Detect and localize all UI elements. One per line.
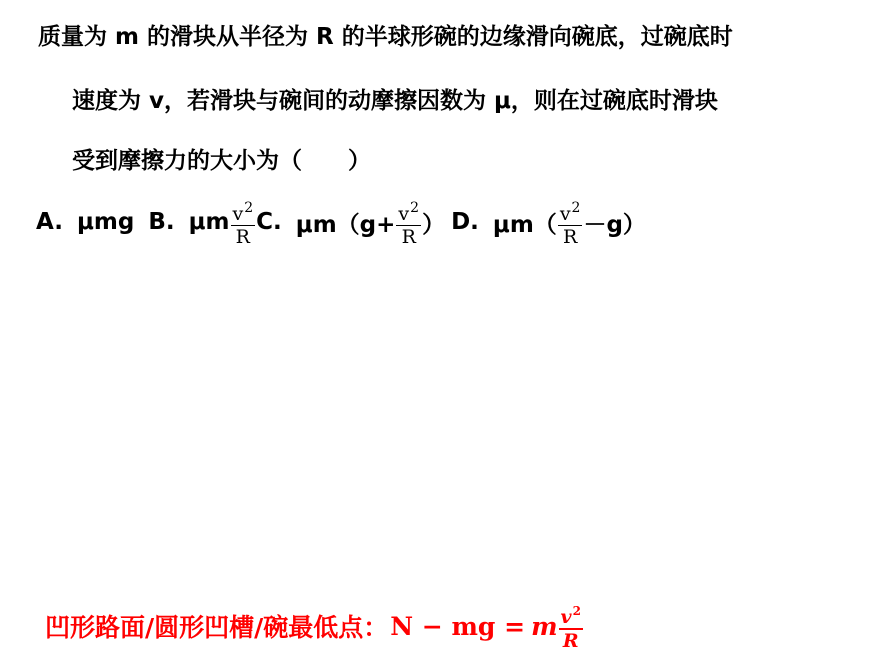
question-line-1: 质量为 m 的滑块从半径为 R 的半球形碗的边缘滑向碗底，过碗底时 [38,24,733,50]
option-d-denominator: R [562,225,578,248]
option-c-denominator: R [401,225,416,248]
red-formula-note [45,596,584,656]
option-c-exponent: 2 [410,199,420,216]
option-b-numerator: v [232,202,244,225]
option-d-suffix: －g） [583,211,646,238]
option-b-label: B. [148,209,175,235]
formula-exponent: 2 [572,604,581,618]
formula-numerator: v [560,606,572,628]
option-a-value: μmg [76,209,135,235]
formula-lhs: N − mg = [390,611,526,641]
option-b-denominator: R [235,225,250,248]
answer-options [36,190,646,254]
option-b-prefix: μm [188,209,230,235]
option-a-label: A. [36,209,63,235]
option-d-numerator: v [559,202,571,225]
option-c-label: C. [256,209,282,235]
option-b-fraction [231,197,256,248]
option-c-prefix: μm（g+ [295,211,396,238]
formula-denominator: R [562,630,579,652]
formula-mass: m [531,611,558,641]
question-line-3: 受到摩擦力的大小为（ ） [72,148,371,174]
formula-fraction [559,600,583,652]
option-d-label: D. [451,209,479,235]
question-line-2: 速度为 v，若滑块与碗间的动摩擦因数为 μ，则在过碗底时滑块 [72,88,718,114]
option-d-fraction [558,197,583,248]
option-d-exponent: 2 [571,199,581,216]
option-d-prefix: μm（ [492,211,557,238]
option-c-fraction [396,197,421,248]
formula-label: 凹形路面/圆形凹槽/碗最低点： [45,613,389,642]
option-b-exponent: 2 [244,199,254,216]
option-c-suffix: ） [422,211,446,238]
option-c-numerator: v [398,202,410,225]
